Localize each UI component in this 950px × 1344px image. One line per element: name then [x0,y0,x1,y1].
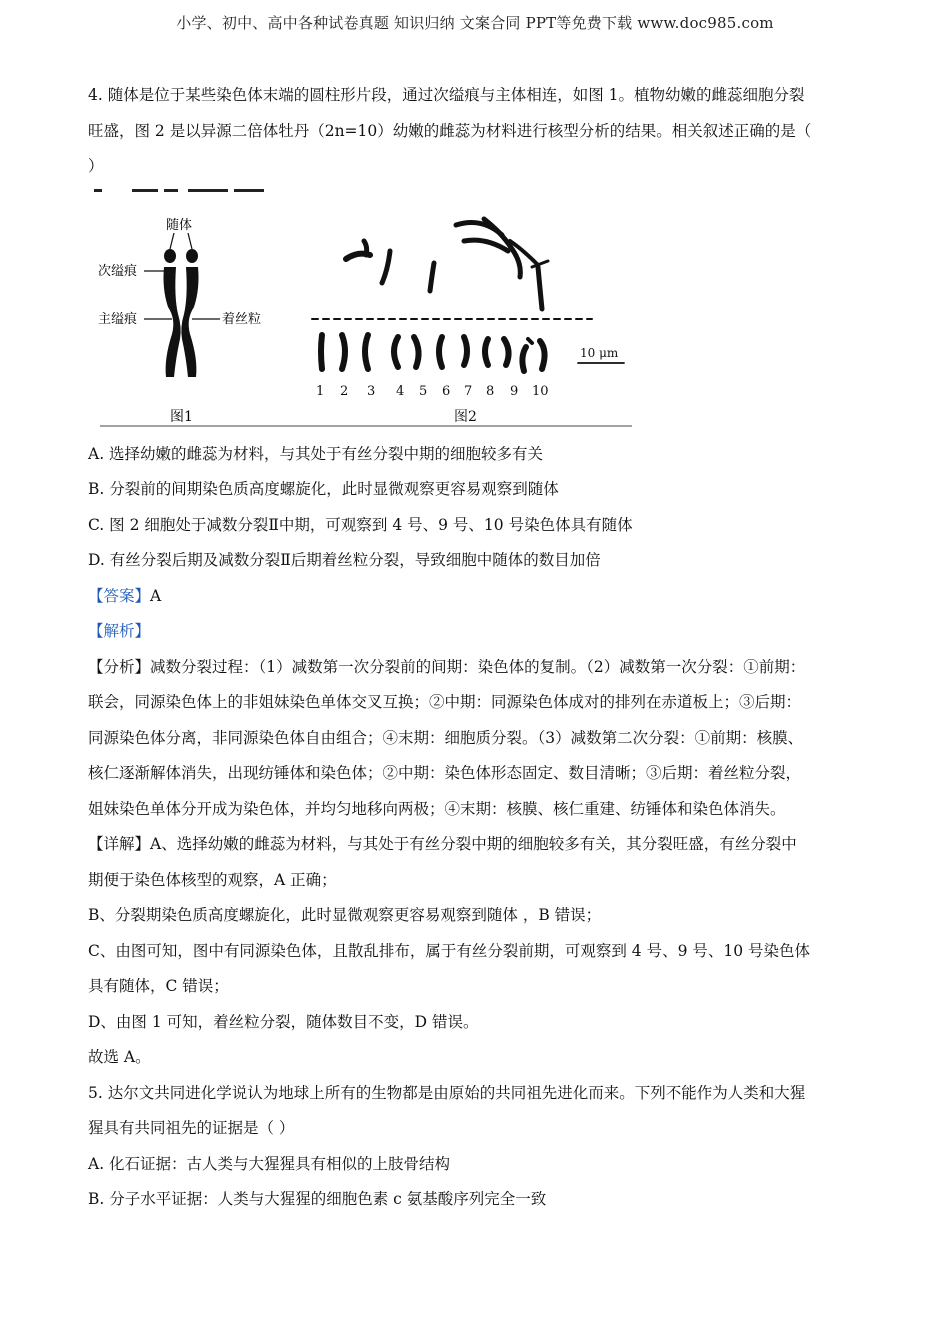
fenxi-line-5: 姐妹染色单体分开成为染色体，并均匀地移向两极；④末期：核膜、核仁重建、纺锤体和染色体消失。 [88,799,786,818]
question-4-stem-line-2: 旺盛，图 2 是以异源二倍体牡丹（2n=10）幼嫩的雌蕊为材料进行核型分析的结果。相关叙述正确的是（ [88,121,812,140]
answer-tag: 【答案】 [88,586,151,605]
karyotype-number-3: 3 [367,383,376,399]
answer-value: A [150,586,162,605]
fenxi-line-2: 联会，同源染色体上的非姐妹染色单体交叉互换；②中期：同源染色体成对的排列在赤道板上；③后期： [88,693,802,711]
karyotype-number-9: 9 [510,383,519,399]
option-a: A. 选择幼嫩的雌蕊为材料，与其处于有丝分裂中期的细胞较多有关 [88,444,544,463]
karyotype-number-5: 5 [419,383,428,399]
question-5-stem-line-2: 猩具有共同祖先的证据是（ ） [88,1119,295,1137]
xiangjie-line-3: B、分裂期染色质高度螺旋化，此时显微观察更容易观察到随体 ，B 错误； [88,906,602,924]
xiangjie-line-7: 故选 A。 [88,1048,151,1066]
option-b: B. 分裂前的间期染色质高度螺旋化，此时显微观察更容易观察到随体 [88,480,559,498]
karyotype-number-1: 1 [316,383,325,399]
figure-1-caption: 图1 [170,408,193,425]
figure-2-caption: 图2 [454,408,477,425]
chromosome-figure [92,189,652,429]
analysis-tag: 【解析】 [88,622,151,640]
label-satellite: 随体 [166,217,193,233]
label-centromere: 着丝粒 [222,311,262,327]
fenxi-text-1: 减数分裂过程：（1）减数第一次分裂前的间期：染色体的复制。（2）减数第一次分裂：①前期： [150,657,806,676]
page-header: 小学、初中、高中各种试卷真题 知识归纳 文案合同 PPT等免费下载 www.doc985.com [176,14,774,32]
xiangjie-tag: 【详解】 [88,835,151,853]
xiangjie-line-2: 期便于染色体核型的观察，A 正确； [88,870,337,889]
answer-line [88,579,868,615]
xiangjie-line-6: D、由图 1 可知，着丝粒分裂，随体数目不变，D 错误。 [88,1012,479,1031]
xiangjie-text-1: A、选择幼嫩的雌蕊为材料，与其处于有丝分裂中期的细胞较多有关，其分裂旺盛，有丝分裂中 [150,835,797,853]
figure-1-chromosome [98,217,261,425]
option-c: C. 图 2 细胞处于减数分裂Ⅱ中期，可观察到 4 号、9 号、10 号染色体具有随体 [88,515,633,534]
question-5-option-b: B. 分子水平证据：人类与大猩猩的细胞色素 c 氨基酸序列完全一致 [88,1190,547,1208]
karyotype-number-6: 6 [442,383,451,399]
label-primary-constriction: 主缢痕 [98,311,138,327]
label-secondary-constriction: 次缢痕 [98,263,138,279]
fenxi-line-1 [88,650,868,686]
karyotype-number-8: 8 [486,383,495,399]
option-d: D. 有丝分裂后期及减数分裂Ⅱ后期着丝粒分裂，导致细胞中随体的数目加倍 [88,551,601,569]
figure-2-numbers [316,384,549,399]
xiangjie-line-1 [88,827,868,863]
question-4-stem-line-3: ） [88,157,104,175]
document-body [88,78,868,1218]
fenxi-line-3: 同源染色体分离，非同源染色体自由组合；④末期：细胞质分裂。（3）减数第二次分裂：①前期：核膜、 [88,728,804,747]
question-4-stem-line-1: 4. 随体是位于某些染色体末端的圆柱形片段，通过次缢痕与主体相连，如图 1。植物幼嫩的雌蕊细胞分裂 [88,86,805,104]
karyotype-number-4: 4 [396,383,405,399]
karyotype-number-2: 2 [340,383,349,399]
analysis-heading [88,614,868,650]
question-4-figure [92,189,652,429]
scale-bar-label: 10 μm [580,345,619,360]
karyotype-number-7: 7 [464,383,473,399]
fenxi-line-4: 核仁逐渐解体消失，出现纺锤体和染色体；②中期：染色体形态固定、数目清晰；③后期：着丝粒分裂， [88,764,802,782]
karyotype-number-10: 10 [532,383,549,399]
question-5-option-a: A. 化石证据：古人类与大猩猩具有相似的上肢骨结构 [88,1154,451,1173]
figure-2-karyotype [312,219,624,371]
question-5-stem-line-1: 5. 达尔文共同进化学说认为地球上所有的生物都是由原始的共同祖先进化而来。下列不能作为人类和大猩 [88,1083,806,1102]
fenxi-tag: 【分析】 [88,657,151,676]
xiangjie-line-5: 具有随体，C 错误； [88,977,229,995]
xiangjie-line-4: C、由图可知，图中有同源染色体，且散乱排布，属于有丝分裂前期，可观察到 4 号、9 号、10 号染色体 [88,941,811,960]
